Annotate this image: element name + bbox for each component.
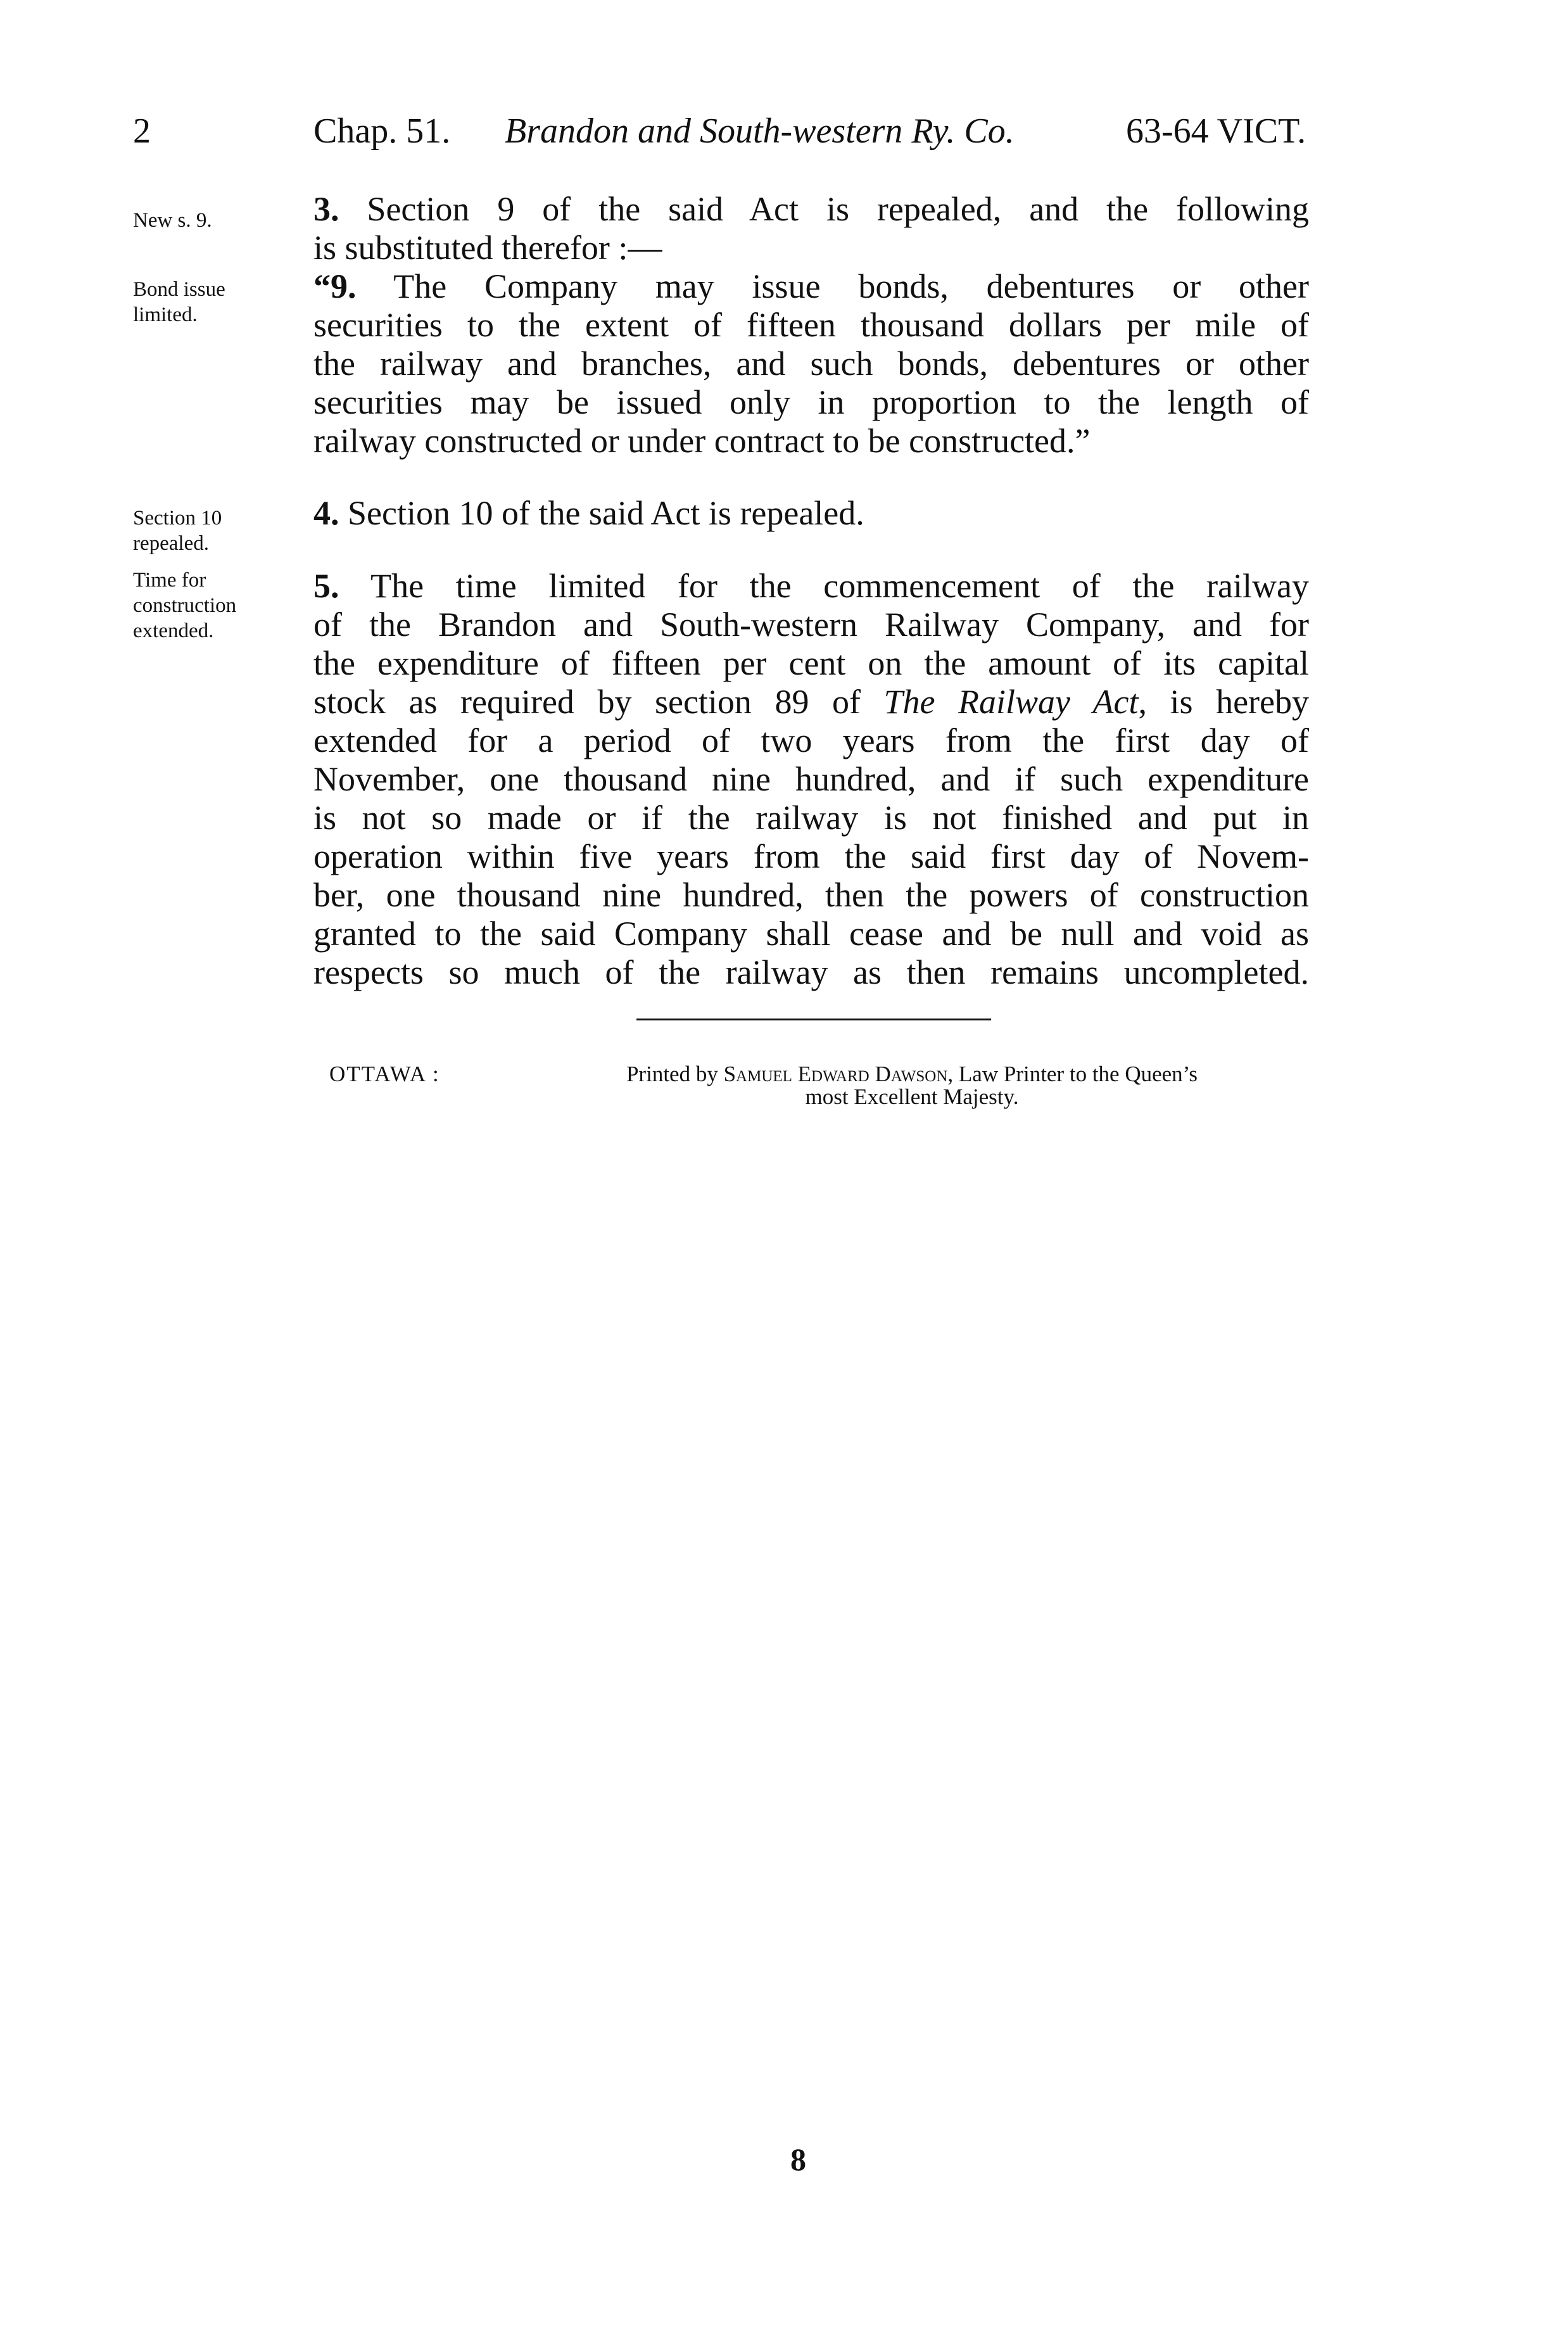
running-header xyxy=(0,111,1568,162)
margin-note-new-s9 xyxy=(133,208,298,233)
section-4 xyxy=(313,494,1309,533)
section-line xyxy=(313,190,1309,229)
quoted-section-9 xyxy=(313,267,1309,460)
section-line: is substituted therefor :— xyxy=(313,229,662,267)
section-line: granted to the said Company shall cease and be null and void as xyxy=(313,915,1309,953)
section-line: operation within five years from the said first day of Novem- xyxy=(313,837,1309,875)
section-text: Section 10 of the said Act is repealed. xyxy=(339,494,864,532)
section-line: railway constructed or under contract to be constructed.” xyxy=(313,422,1091,460)
imprint-text-part: most Excellent Majesty. xyxy=(805,1084,1019,1109)
margin-note-text: repealed. xyxy=(133,532,209,555)
page-number: 2 xyxy=(133,111,151,151)
margin-note-text: Section 10 xyxy=(133,507,222,530)
chapter-label: Chap. 51. xyxy=(313,111,451,151)
section-text: Section 9 of the said Act is repealed, and the following xyxy=(339,190,1309,228)
section-line: of the Brandon and South-western Railway Company, and for xyxy=(313,606,1309,644)
section-number: 5. xyxy=(313,567,339,605)
imprint-city: OTTAWA : xyxy=(329,1062,440,1086)
section-line xyxy=(313,267,1309,306)
section-text: The time limited for the commencement of the railway xyxy=(339,567,1309,605)
section-text: stock as required by section 89 of xyxy=(313,683,884,721)
signature-folio: 8 xyxy=(790,2142,806,2177)
margin-note-text: limited. xyxy=(133,303,198,326)
regnal-year: 63-64 VICT. xyxy=(1126,111,1306,151)
horizontal-rule xyxy=(636,1019,991,1020)
margin-note-text: Time for xyxy=(133,569,206,592)
section-line xyxy=(313,567,1309,606)
margin-note-bond-issue xyxy=(133,277,298,327)
margin-note-text: Bond issue xyxy=(133,278,225,301)
section-line: the expenditure of fifteen per cent on the amount of its capital xyxy=(313,644,1309,682)
section-5 xyxy=(313,567,1309,992)
act-title: Brandon and South-western Ry. Co. xyxy=(505,111,1015,151)
printer-name: Samuel Edward Dawson xyxy=(723,1062,948,1086)
margin-note-text: extended. xyxy=(133,619,214,642)
section-line: the railway and branches, and such bonds, debentures or other xyxy=(313,345,1309,383)
section-line: is not so made or if the railway is not finished and put in xyxy=(313,799,1309,837)
section-line: extended for a period of two years from the first day of xyxy=(313,721,1309,759)
section-line: securities may be issued only in proportion to the length of xyxy=(313,383,1309,421)
section-line: November, one thousand nine hundred, and if such expenditure xyxy=(313,760,1309,798)
section-3 xyxy=(313,190,1309,267)
margin-note-text: New s. 9. xyxy=(133,209,212,232)
section-line xyxy=(313,494,1309,533)
imprint-text xyxy=(507,1063,1317,1108)
act-citation: The Railway Act xyxy=(883,683,1139,721)
section-text: , is hereby xyxy=(1138,683,1310,721)
section-line: respects so much of the railway as then remains uncompleted. xyxy=(313,953,1309,991)
margin-note-text: construction xyxy=(133,594,237,617)
section-line: ber, one thousand nine hundred, then the powers of construction xyxy=(313,876,1309,914)
imprint-text-part: , Law Printer to the Queen’s xyxy=(947,1062,1198,1086)
section-line xyxy=(313,683,1309,721)
section-line: securities to the extent of fifteen thousand dollars per mile of xyxy=(313,306,1309,344)
margin-note-section10 xyxy=(133,505,298,556)
margin-note-time-extended xyxy=(133,568,298,644)
section-text: The Company may issue bonds, debentures or other xyxy=(356,267,1309,305)
imprint-text-part: Printed by xyxy=(626,1062,724,1086)
section-number: 4. xyxy=(313,494,339,532)
section-number: “9. xyxy=(313,267,357,305)
section-number: 3. xyxy=(313,190,339,228)
